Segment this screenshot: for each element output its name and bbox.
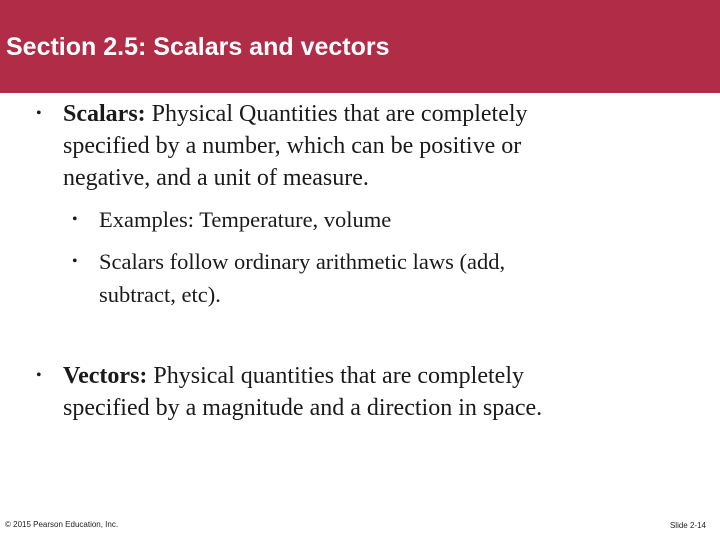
bullet-dot-icon: •	[36, 367, 42, 384]
term-scalars: Scalars:	[63, 101, 146, 127]
sub-bullet-arithmetic	[72, 246, 692, 310]
vectors-definition-line-1: Physical quantities that are completely	[153, 363, 524, 389]
sub-bullet-examples-text: Examples: Temperature, volume	[99, 207, 392, 232]
bullet-vectors-line-1	[63, 361, 524, 391]
term-vectors: Vectors:	[63, 363, 148, 389]
scalars-definition-line-2: specified by a number, which can be positive or	[63, 133, 522, 159]
sub-bullet-examples	[72, 204, 692, 235]
bullet-scalars-line-1	[63, 99, 528, 129]
bullet-scalars	[36, 99, 696, 189]
sub-bullet-dot-icon: •	[72, 211, 78, 228]
footer-copyright: © 2015 Pearson Education, Inc.	[5, 520, 119, 529]
sub-bullet-arithmetic-line-2: subtract, etc).	[99, 282, 221, 307]
sub-bullet-dot-icon: •	[72, 253, 78, 270]
sub-bullet-arithmetic-line-1: Scalars follow ordinary arithmetic laws (add,	[99, 249, 506, 274]
bullet-vectors	[36, 361, 696, 425]
slide-title: Section 2.5: Scalars and vectors	[6, 33, 390, 61]
footer-slide-number: Slide 2-14	[669, 521, 706, 530]
scalars-definition-line-1: Physical Quantities that are completely	[151, 101, 528, 127]
vectors-definition-line-2: specified by a magnitude and a direction in space.	[63, 395, 543, 421]
scalars-definition-line-3: negative, and a unit of measure.	[63, 165, 369, 191]
bullet-dot-icon: •	[36, 105, 42, 122]
